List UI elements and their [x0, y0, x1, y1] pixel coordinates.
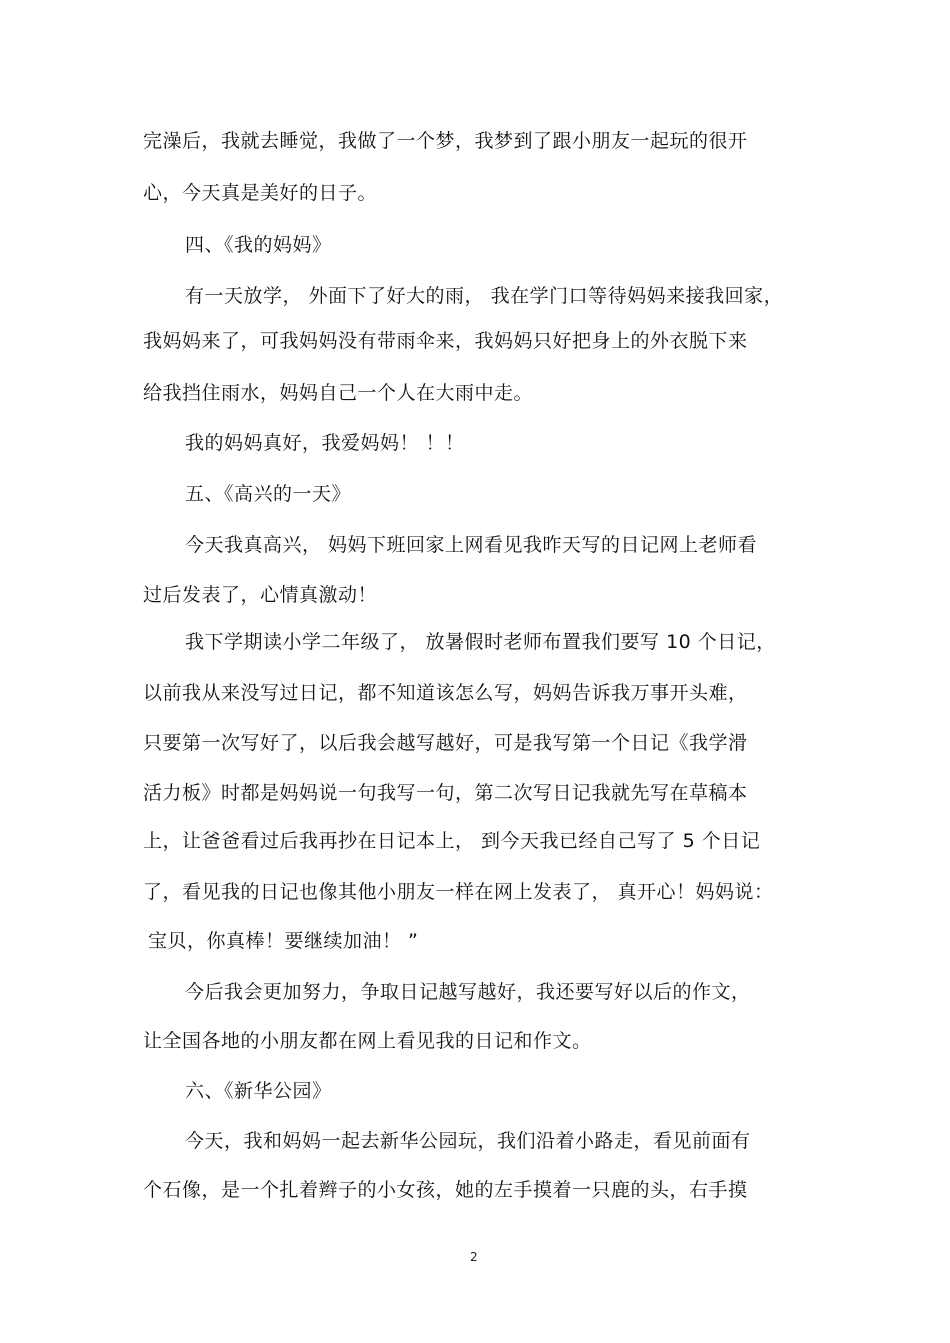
text-line: 有一天放学， 外面下了好大的雨， 我在学门口等待妈妈来接我回家， [185, 285, 784, 307]
section-heading: 四、《我的妈妈》 [185, 234, 332, 256]
text-line: 今天，我和妈妈一起去新华公园玩，我们沿着小路走，看见前面有 [185, 1130, 751, 1152]
text-line: 今天我真高兴， 妈妈下班回家上网看见我昨天写的日记网上老师看 [185, 534, 758, 556]
text-line: 我妈妈来了，可我妈妈没有带雨伞来，我妈妈只好把身上的外衣脱下来 [143, 330, 748, 352]
text-line: 过后发表了，心情真激动！ [143, 584, 378, 606]
text-line: 宝贝，你真棒！要继续加油！ ” [148, 930, 419, 952]
text-line: 完澡后，我就去睡觉，我做了一个梦，我梦到了跟小朋友一起玩的很开 [143, 130, 748, 152]
text-line: 上，让爸爸看过后我再抄在日记本上， 到今天我已经自己写了 5 个日记 [143, 830, 761, 852]
page-number: 2 [470, 1250, 478, 1264]
section-heading: 六、《新华公园》 [185, 1080, 332, 1102]
text-line: 以前我从来没写过日记，都不知道该怎么写，妈妈告诉我万事开头难， [143, 682, 748, 704]
text-line: 让全国各地的小朋友都在网上看见我的日记和作文。 [143, 1030, 592, 1052]
section-heading: 五、《高兴的一天》 [185, 483, 352, 505]
text-line: 活力板》时都是妈妈说一句我写一句，第二次写日记我就先写在草稿本 [143, 782, 748, 804]
text-line: 了，看见我的日记也像其他小朋友一样在网上发表了， 真开心！妈妈说： [143, 881, 774, 903]
text-line: 我下学期读小学二年级了， 放暑假时老师布置我们要写 10 个日记， [185, 631, 776, 653]
text-line: 我的妈妈真好，我爱妈妈！ ！！ [185, 432, 465, 454]
text-line: 心，今天真是美好的日子。 [143, 182, 378, 204]
text-line: 只要第一次写好了，以后我会越写越好，可是我写第一个日记《我学滑 [143, 732, 748, 754]
text-line: 个石像，是一个扎着辫子的小女孩，她的左手摸着一只鹿的头，右手摸 [143, 1179, 748, 1201]
text-line: 给我挡住雨水，妈妈自己一个人在大雨中走。 [143, 382, 534, 404]
text-line: 今后我会更加努力，争取日记越写越好，我还要写好以后的作文， [185, 981, 751, 1003]
